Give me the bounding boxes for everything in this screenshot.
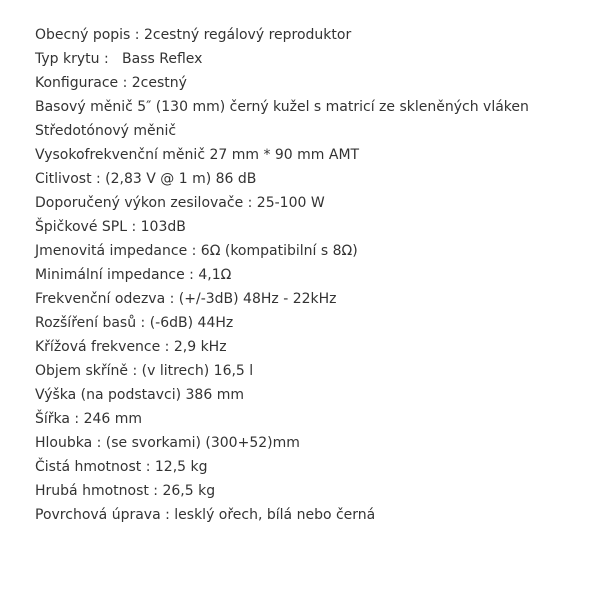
spec-cabinet-volume: Objem skříně : (v litrech) 16,5 l bbox=[35, 363, 254, 379]
spec-height: Výška (na podstavci) 386 mm bbox=[35, 387, 244, 403]
spec-tweeter: Vysokofrekvenční měnič 27 mm * 90 mm AMT bbox=[35, 147, 360, 163]
spec-bass-extension: Rozšíření basů : (-6dB) 44Hz bbox=[35, 315, 234, 331]
spec-bass-driver: Basový měnič 5″ (130 mm) černý kužel s matricí ze skleněných vláken bbox=[35, 99, 529, 115]
spec-recommended-power: Doporučený výkon zesilovače : 25-100 W bbox=[35, 195, 325, 211]
spec-crossover-frequency: Křížová frekvence : 2,9 kHz bbox=[35, 339, 227, 355]
spec-gross-weight: Hrubá hmotnost : 26,5 kg bbox=[35, 483, 216, 499]
spec-minimum-impedance: Minimální impedance : 4,1Ω bbox=[35, 267, 232, 283]
spec-peak-spl: Špičkové SPL : 103dB bbox=[35, 219, 186, 235]
spec-width: Šířka : 246 mm bbox=[35, 411, 143, 427]
spec-list bbox=[35, 23, 529, 527]
spec-sensitivity: Citlivost : (2,83 V @ 1 m) 86 dB bbox=[35, 171, 257, 187]
spec-nominal-impedance: Jmenovitá impedance : 6Ω (kompatibilní s 8Ω) bbox=[35, 243, 358, 259]
spec-enclosure-type: Typ krytu : Bass Reflex bbox=[35, 51, 203, 67]
spec-depth: Hloubka : (se svorkami) (300+52)mm bbox=[35, 435, 300, 451]
spec-midrange-driver: Středotónový měnič bbox=[35, 123, 177, 139]
spec-finish: Povrchová úprava : lesklý ořech, bílá nebo černá bbox=[35, 507, 376, 523]
spec-general-description: Obecný popis : 2cestný regálový reproduktor bbox=[35, 27, 352, 43]
spec-net-weight: Čistá hmotnost : 12,5 kg bbox=[35, 459, 208, 475]
spec-configuration: Konfigurace : 2cestný bbox=[35, 75, 187, 91]
spec-frequency-response: Frekvenční odezva : (+/-3dB) 48Hz - 22kHz bbox=[35, 291, 337, 307]
